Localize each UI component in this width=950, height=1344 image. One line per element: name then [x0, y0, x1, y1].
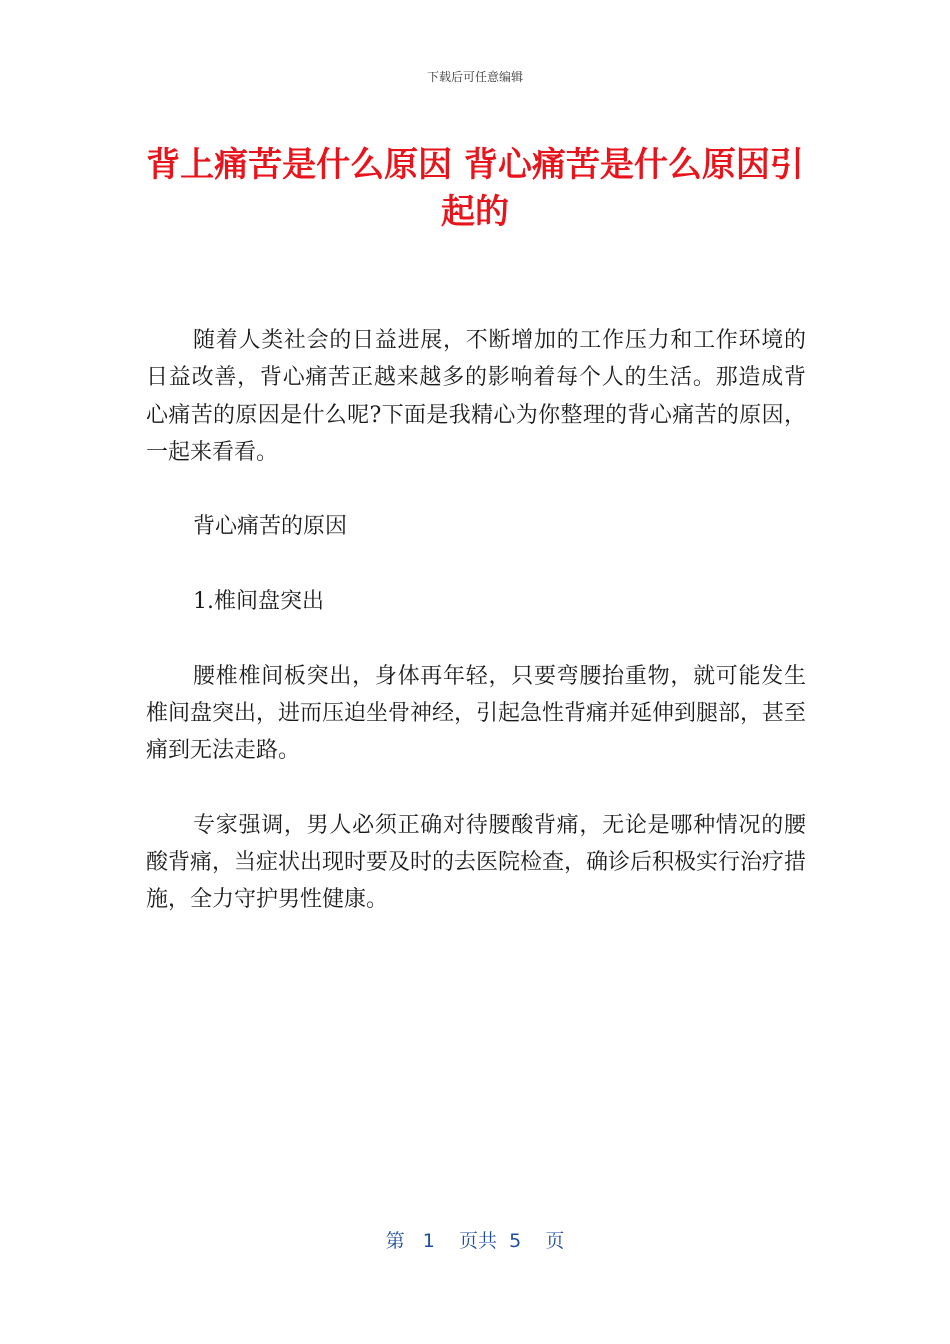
footer-page-prefix: 第 [385, 1230, 405, 1252]
footer-page-total: 5 [509, 1230, 522, 1252]
intro-paragraph [146, 322, 806, 471]
document-body [146, 322, 806, 956]
footer-page-suffix: 页 [545, 1230, 565, 1252]
footer-page-middle: 页共 [459, 1230, 498, 1252]
page-header-note: 下载后可任意编辑 [426, 70, 523, 84]
document-title: 背上痛苦是什么原因 背心痛苦是什么原因引起的 [146, 145, 804, 232]
intro-paragraph-text: 随着人类社会的日益进展，不断增加的工作压力和工作环境的日益改善，背心痛苦正越来越多的影响着每个人的生活。 [146, 328, 806, 391]
footer-page-number: 1 [422, 1230, 435, 1252]
subsection-heading: 1.椎间盘突出 [193, 589, 324, 615]
section-heading: 背心痛苦的原因 [193, 514, 348, 540]
intro-paragraph-tail: 那造成背心痛苦的原因是什么呢?下面是我精心为你整理的背心痛苦的原因，一起来看看。 [146, 365, 806, 465]
page-footer [0, 1226, 950, 1253]
body-paragraph: 专家强调，男人必须正确对待腰酸背痛，无论是哪种情况的腰酸背痛，当症状出现时要及时的去医院检查，确诊后积极实行治疗措施，全力守护男性健康。 [146, 812, 807, 913]
body-paragraph: 腰椎椎间板突出，身体再年轻，只要弯腰抬重物，就可能发生椎间盘突出，进而压迫坐骨神经，引起急性背痛并延伸到腿部，甚至痛到无法走路。 [146, 663, 807, 764]
